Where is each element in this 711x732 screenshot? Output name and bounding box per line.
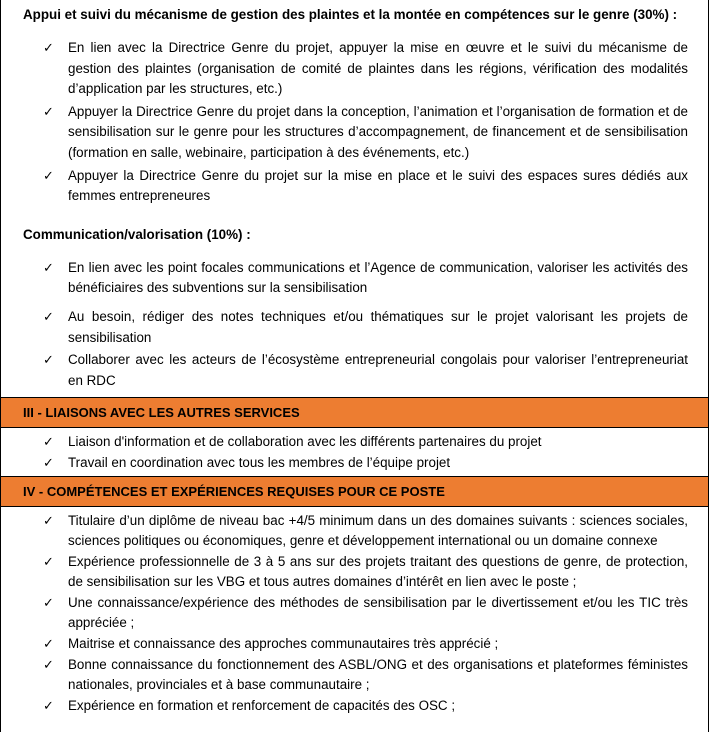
checkmark-icon: ✓ — [43, 454, 54, 470]
checkmark-icon: ✓ — [43, 656, 54, 672]
section-heading: Appui et suivi du mécanisme de gestion des plaintes et la montée en compétences sur le genre (30%) : — [23, 7, 678, 22]
section-bar-competences: IV - COMPÉTENCES ET EXPÉRIENCES REQUISES POUR CE POSTE — [1, 476, 708, 507]
checkmark-icon: ✓ — [43, 553, 54, 569]
checkmark-icon: ✓ — [43, 594, 54, 610]
list-item: ✓ En lien avec la Directrice Genre du projet, appuyer la mise en œuvre et le suivi du mécanisme de gestion des plaintes (organisation de comité de plaintes dans les régions, vérification des modalités d’application par les structures, etc.) — [43, 40, 688, 97]
section-heading: Communication/valorisation (10%) : — [23, 226, 251, 242]
section-competences — [1, 507, 708, 717]
section-bar-liaisons: III - LIAISONS AVEC LES AUTRES SERVICES — [1, 397, 708, 428]
checkmark-icon: ✓ — [43, 259, 54, 275]
list-item: ✓ Travail en coordination avec tous les membres de l’équipe projet — [68, 453, 688, 474]
list-item: ✓ Expérience en formation et renforcement de capacités des OSC ; — [68, 696, 688, 717]
list-item: ✓ Maitrise et connaissance des approches communautaires très apprécié ; — [68, 634, 688, 655]
list-item: ✓ Au besoin, rédiger des notes techniques et/ou thématiques sur le projet valorisant les projets de sensibilisation — [43, 308, 688, 345]
checkmark-icon: ✓ — [43, 167, 54, 183]
list-item: ✓ En lien avec les point focales communications et l’Agence de communication, valoriser les activités des bénéficiaires des subventions sur la sensibilisation — [43, 259, 688, 296]
section-liaisons — [1, 428, 708, 475]
list-item: ✓ Appuyer la Directrice Genre du projet sur la mise en place et le suivi des espaces sures dédiés aux femmes entrepreneures — [43, 167, 688, 204]
list-item: ✓ Titulaire d’un diplôme de niveau bac +4/5 minimum dans un des domaines suivants : sciences sociales, sciences politiques ou économiques, genre et développement international ou un domaine connexe — [43, 512, 688, 549]
list-item: ✓ Bonne connaissance du fonctionnement des ASBL/ONG et des organisations et plateformes féministes nationales, provinciales et à base communautaire ; — [43, 656, 688, 693]
checkmark-icon: ✓ — [43, 434, 54, 450]
checkmark-icon: ✓ — [43, 103, 54, 119]
section-complaints — [1, 0, 708, 207]
checkmark-icon: ✓ — [43, 697, 54, 713]
checkmark-icon: ✓ — [43, 308, 54, 324]
list-item: ✓ Liaison d'information et de collaboration avec les différents partenaires du projet — [68, 432, 688, 453]
checklist — [23, 511, 688, 717]
checkmark-icon: ✓ — [43, 40, 54, 55]
checklist — [23, 38, 688, 207]
checkmark-icon: ✓ — [43, 636, 54, 652]
list-item: ✓ Expérience professionnelle de 3 à 5 ans sur des projets traitant des questions de genre, de protection, de sensibilisation sur les VBG et tous autres domaines d’intérêt en lien avec le poste ; — [43, 553, 688, 590]
list-item: ✓ Appuyer la Directrice Genre du projet dans la conception, l’animation et l’organisation de formation et de sensibilisation sur le genre pour les structures d’accompagnement, de financement et de sensibilisation (formation en salle, webinaire, participation à des événements, etc.) — [43, 103, 688, 160]
section-communication — [1, 207, 708, 392]
list-item: ✓ Collaborer avec les acteurs de l’écosystème entrepreneurial congolais pour valoriser l’entrepreneuriat en RDC — [43, 352, 688, 388]
checkmark-icon: ✓ — [43, 352, 54, 368]
checklist — [23, 258, 688, 392]
list-item: ✓ Une connaissance/expérience des méthodes de sensibilisation par le divertissement et/ou les TIC très appréciée ; — [43, 594, 688, 631]
checkmark-icon: ✓ — [43, 512, 54, 528]
checklist — [23, 432, 688, 473]
